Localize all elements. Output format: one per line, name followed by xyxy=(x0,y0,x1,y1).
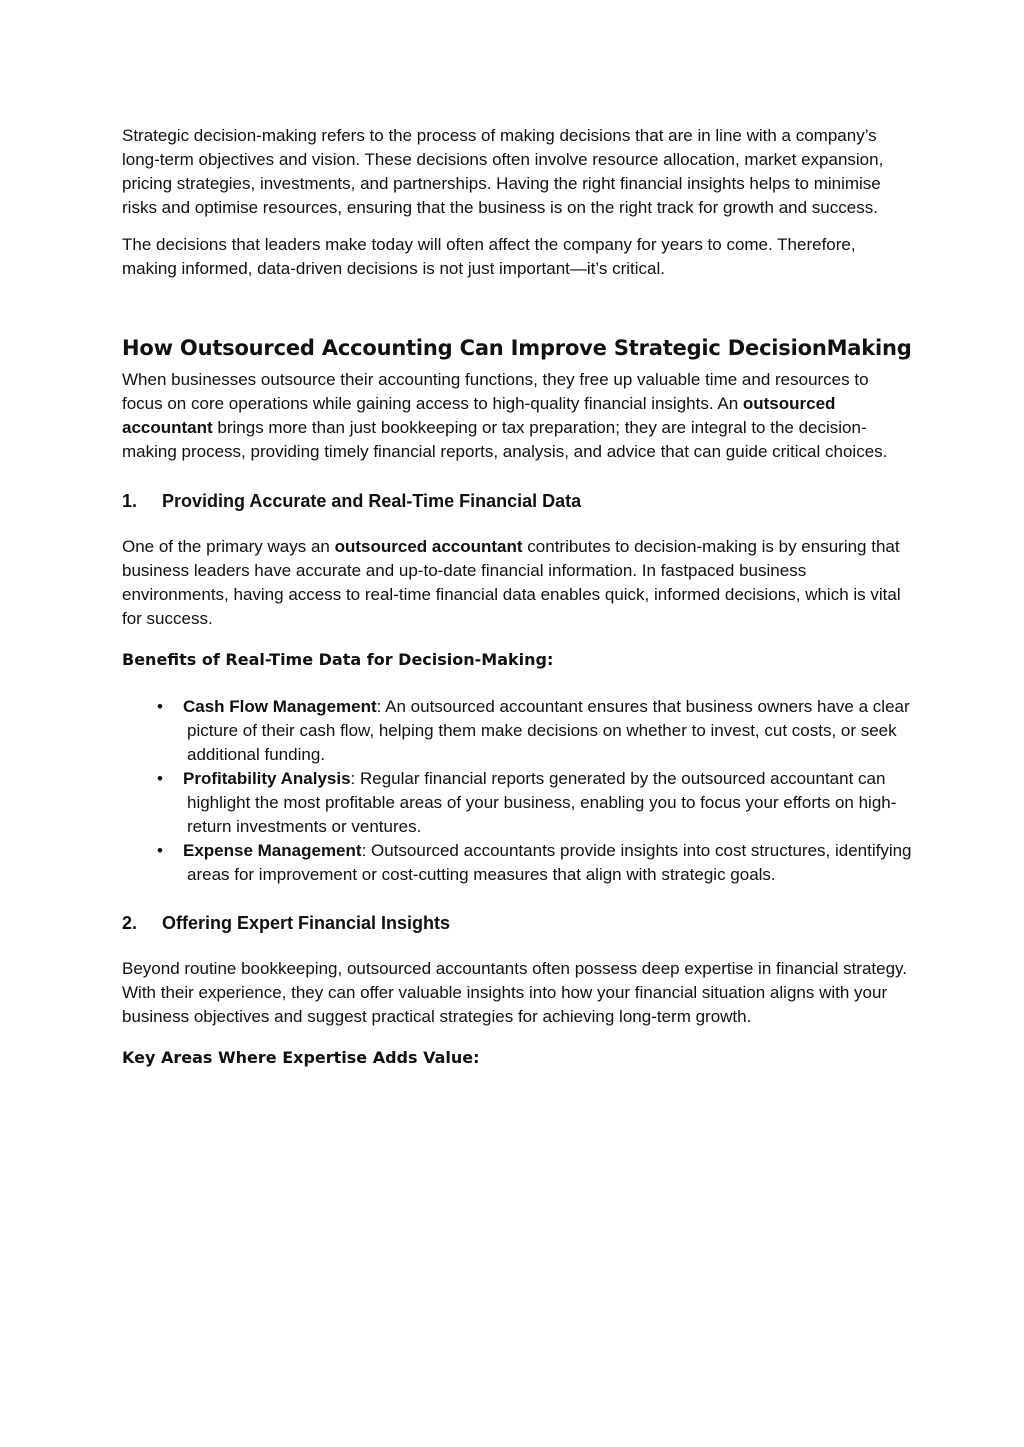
item-1-subheading: Benefits of Real-Time Data for Decision-Making: xyxy=(122,650,554,669)
item-1-heading xyxy=(122,489,912,513)
list-item-text: : Outsourced accountants provide insights into cost structures, identifying areas for improvement or cost-cutting measures that align with strategic goals. xyxy=(187,841,912,884)
intro-paragraph-1: Strategic decision-making refers to the process of making decisions that are in line with a company’s long-term objectives and vision. These decisions often involve resource allocation, market expansion, pricing strategies, investments, and partnerships. Having the right financial insights helps to minimise risks and optimise resources, ensuring that the business is on the right track for growth and success. xyxy=(122,126,884,217)
section-paragraph-text-start: When businesses outsource their accounting functions, they free up valuable time and resources to focus on core operations while gaining access to high-quality financial insights. An xyxy=(122,370,869,413)
list-item xyxy=(122,767,912,839)
list-item xyxy=(122,839,912,887)
item-1-paragraph-bold-term: outsourced accountant xyxy=(334,537,523,556)
intro-paragraph-2: The decisions that leaders make today will often affect the company for years to come. Therefore, making informed, data-driven decisions is not just important—it’s critical. xyxy=(122,235,856,278)
bullet-icon: • xyxy=(157,769,163,788)
section-paragraph-text-end: brings more than just bookkeeping or tax preparation; they are integral to the decision-making process, providing timely financial reports, analysis, and advice that can guide critical choices. xyxy=(122,418,888,461)
list-item-title: Expense Management xyxy=(183,841,362,860)
item-2-title: Offering Expert Financial Insights xyxy=(162,913,451,933)
section-paragraph-bold-term: outsourced accountant xyxy=(122,394,836,437)
section-paragraph xyxy=(122,368,912,464)
item-2-heading xyxy=(122,911,912,935)
list-item xyxy=(122,695,912,767)
benefits-list xyxy=(122,695,912,887)
list-item-text: : An outsourced accountant ensures that business owners have a clear picture of their cash flow, helping them make decisions on whether to invest, cut costs, or seek additional funding. xyxy=(187,697,910,764)
section-heading: How Outsourced Accounting Can Improve Strategic DecisionMaking xyxy=(122,336,912,360)
item-1-paragraph-text-start: One of the primary ways an xyxy=(122,537,335,556)
bullet-icon: • xyxy=(157,841,163,860)
item-1-paragraph-text-end: contributes to decision-making is by ensuring that business leaders have accurate and up-to-date financial information. In fastpaced business environments, having access to real-time financial data enables quick, informed decisions, which is vital for success. xyxy=(122,537,901,628)
list-item-title: Cash Flow Management xyxy=(183,697,377,716)
list-item-text: : Regular financial reports generated by the outsourced accountant can highlight the most profitable areas of your business, enabling you to focus your efforts on high-return investments or ventures. xyxy=(187,769,897,836)
item-1-number: 1. xyxy=(122,491,138,511)
document-page xyxy=(122,124,912,1070)
bullet-icon: • xyxy=(157,697,163,716)
item-1-paragraph xyxy=(122,535,912,631)
item-1-title: Providing Accurate and Real-Time Financial Data xyxy=(162,491,582,511)
item-2-paragraph: Beyond routine bookkeeping, outsourced accountants often possess deep expertise in financial strategy. With their experience, they can offer valuable insights into how your financial situation aligns with your business objectives and suggest practical strategies for achieving long-term growth. xyxy=(122,959,908,1026)
item-2-subheading: Key Areas Where Expertise Adds Value: xyxy=(122,1048,480,1067)
list-item-title: Profitability Analysis xyxy=(183,769,351,788)
item-2-number: 2. xyxy=(122,913,138,933)
